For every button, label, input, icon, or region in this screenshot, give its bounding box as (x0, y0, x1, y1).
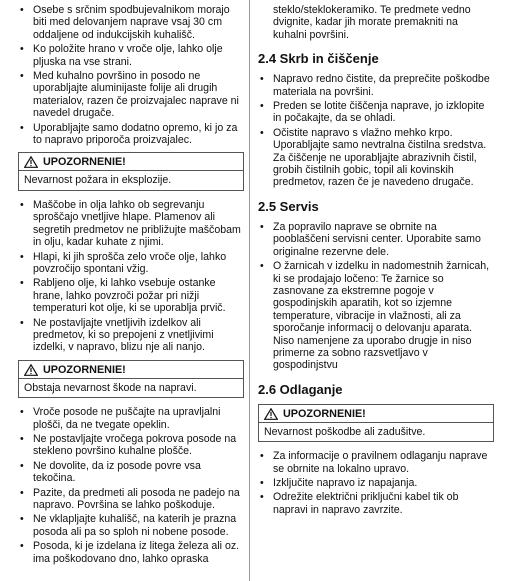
list-item: • Ne dovolite, da iz posode povre vsa tekočina. (18, 460, 244, 485)
warning-title: UPOZORNENIE! (43, 156, 126, 169)
list-item: • Maščobe in olja lahko ob segrevanju sproščajo vnetljive hlape. Plamenov ali segretih predmetov ne približujte maščobam in olju, kadar kuhate z njimi. (18, 199, 244, 249)
list-item: • O žarnicah v izdelku in nadomestnih žarnicah, ki se prodajajo ločeno: Te žarnice so zasnovane za ekstremne pogoje v gospodinjskih aparatih, kot so izjemne temperature, vibracije in vlažnosti, ali za sporočanje informacij o delovanju aparata. Niso namenjene za uporabo drugje in niso primerne za sobno razsvetljavo v gospodinjstvu (258, 260, 494, 372)
list-item: • Ne vklapljajte kuhališč, na katerih je prazna posoda ali pa so sploh ni nobene posode. (18, 513, 244, 538)
list-item: • Posoda, ki je izdelana iz litega železa ali oz. ima poškodovano dno, lahko opraska (18, 540, 244, 565)
warning-text: Nevarnost poškodbe ali zadušitve. (264, 425, 426, 438)
list-item: • Med kuhalno površino in posodo ne uporabljajte aluminijaste folije ali drugih materialov, razen če proizvajalec naprave ni navedel drugače. (18, 70, 244, 120)
warning-box-damage (18, 360, 244, 398)
care-list (258, 73, 494, 189)
left-column (18, 4, 244, 567)
safety-list-fire (18, 199, 244, 354)
list-item: • Napravo redno čistite, da preprečite poškodbe materiala na površini. (258, 73, 494, 98)
list-item: • Ko položite hrano v vroče olje, lahko olje pljuska na vse strani. (18, 43, 244, 68)
warning-header (19, 153, 243, 171)
warning-header (19, 361, 243, 379)
warning-triangle-icon (24, 364, 38, 376)
service-list (258, 221, 494, 372)
list-item: • Za popravilo naprave se obrnite na pooblaščeni servisni center. Uporabite samo originalne rezervne dele. (258, 221, 494, 258)
warning-header (259, 405, 493, 423)
list-item: • Hlapi, ki jih sprošča zelo vroče olje, lahko povzročijo spontani vžig. (18, 251, 244, 276)
safety-list-general (18, 4, 244, 146)
list-item: • Odrežite električni priključni kabel tik ob napravi in napravo zavrzite. (258, 491, 494, 516)
list-item: • Uporabljajte samo dodatno opremo, ki jo za to napravo priporoča proizvajalec. (18, 122, 244, 147)
list-item: • Osebe s srčnim spodbujevalnikom morajo biti med delovanjem naprave vsaj 30 cm oddaljene od indukcijskih kuhališč. (18, 4, 244, 41)
warning-text: Nevarnost požara in eksplozije. (24, 174, 172, 187)
list-item: • Očistite napravo s vlažno mehko krpo. Uporabljajte samo nevtralna čistilna sredstva. Za čiščenje ne uporabljajte abrazivnih čistil, grobih čistilnih gobic, topil ali kovinskih predmetov, razen če je navedeno drugače. (258, 127, 494, 189)
right-column (258, 4, 494, 518)
warning-triangle-icon (24, 156, 38, 168)
list-item: • Vroče posode ne puščajte na upravljalni plošči, da ne tvegate opeklin. (18, 406, 244, 431)
warning-box-suffocation (258, 404, 494, 442)
column-divider (249, 0, 250, 581)
continued-text: steklo/steklokeramiko. Te predmete vedno dvignite, kadar jih morate premakniti na kuhalni površini. (273, 4, 471, 41)
warning-text: Obstaja nevarnost škode na napravi. (24, 381, 197, 394)
list-item: • Ne postavljajte vnetljivih izdelkov ali predmetov, ki so prepojeni z vnetljivimi izdelki, v napravo, blizu nje ali nanjo. (18, 317, 244, 354)
list-item: • Rabljeno olje, ki lahko vsebuje ostanke hrane, lahko povzroči požar pri nižji temperaturi kot olje, ki se uporablja prvič. (18, 277, 244, 314)
list-item: • Preden se lotite čiščenja naprave, jo izklopite in počakajte, da se ohladi. (258, 100, 494, 125)
section-heading-disposal: 2.6 Odlaganje (258, 381, 343, 397)
warning-triangle-icon (264, 408, 278, 420)
warning-box-fire (18, 152, 244, 190)
list-item: • Za informacije o pravilnem odlaganju naprave se obrnite na lokalno upravo. (258, 450, 494, 475)
section-heading-care: 2.4 Skrb in čiščenje (258, 51, 379, 67)
warning-title: UPOZORNENIE! (283, 407, 366, 420)
list-item: • Ne postavljajte vročega pokrova posode na stekleno površino kuhalne plošče. (18, 433, 244, 458)
section-heading-service: 2.5 Servis (258, 198, 319, 214)
disposal-list (258, 450, 494, 516)
list-item: • Pazite, da predmeti ali posoda ne padejo na napravo. Površina se lahko poškoduje. (18, 487, 244, 512)
safety-list-damage (18, 406, 244, 565)
warning-title: UPOZORNENIE! (43, 363, 126, 376)
list-item: • Izključite napravo iz napajanja. (258, 477, 494, 489)
